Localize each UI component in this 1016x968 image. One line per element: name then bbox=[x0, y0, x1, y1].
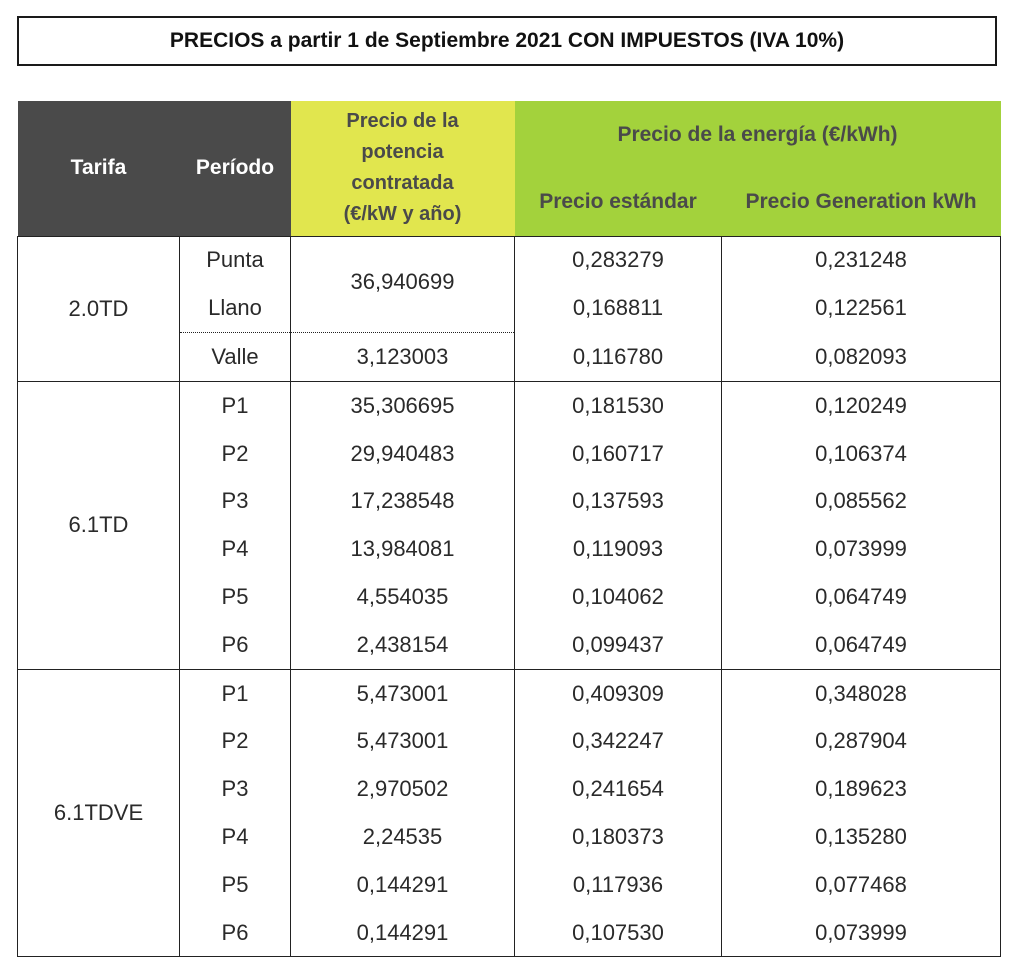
periodo-cell: P5 bbox=[180, 573, 291, 621]
header-potencia bbox=[291, 101, 515, 236]
periodo-cell: P3 bbox=[180, 765, 291, 813]
potencia-cell: 4,554035 bbox=[291, 573, 515, 621]
table-row bbox=[18, 381, 1001, 429]
header-tarifa: Tarifa bbox=[18, 101, 180, 236]
header-energia: Precio de la energía (€/kWh) bbox=[515, 101, 1001, 169]
header-potencia-line-2: potencia bbox=[361, 141, 444, 164]
precio-generation-cell: 0,082093 bbox=[722, 333, 1001, 382]
precio-generation-cell: 0,077468 bbox=[722, 861, 1001, 909]
potencia-cell: 35,306695 bbox=[291, 381, 515, 429]
precio-estandar-cell: 0,116780 bbox=[515, 333, 722, 382]
precio-estandar-cell: 0,409309 bbox=[515, 669, 722, 717]
precio-estandar-cell: 0,181530 bbox=[515, 381, 722, 429]
potencia-cell: 2,24535 bbox=[291, 813, 515, 861]
precio-estandar-cell: 0,283279 bbox=[515, 236, 722, 284]
precio-generation-cell: 0,073999 bbox=[722, 525, 1001, 573]
header-precio-generation: Precio Generation kWh bbox=[722, 169, 1001, 236]
potencia-cell: 3,123003 bbox=[291, 333, 515, 382]
precio-generation-cell: 0,135280 bbox=[722, 813, 1001, 861]
price-table-container bbox=[17, 101, 1000, 956]
periodo-cell: Punta bbox=[180, 236, 291, 284]
periodo-cell: P1 bbox=[180, 669, 291, 717]
precio-estandar-cell: 0,180373 bbox=[515, 813, 722, 861]
price-table-body bbox=[18, 236, 1001, 957]
table-row bbox=[18, 236, 1001, 284]
header-potencia-line-3: contratada bbox=[351, 172, 454, 195]
periodo-cell: Valle bbox=[180, 333, 291, 382]
header-potencia-line-4: (€/kW y año) bbox=[343, 203, 462, 226]
potencia-cell: 2,438154 bbox=[291, 621, 515, 669]
periodo-cell: P6 bbox=[180, 621, 291, 669]
precio-generation-cell: 0,189623 bbox=[722, 765, 1001, 813]
periodo-cell: P5 bbox=[180, 861, 291, 909]
potencia-cell: 5,473001 bbox=[291, 669, 515, 717]
precio-estandar-cell: 0,168811 bbox=[515, 284, 722, 332]
potencia-cell: 29,940483 bbox=[291, 430, 515, 478]
tarifa-cell: 6.1TD bbox=[18, 381, 180, 669]
precio-generation-cell: 0,064749 bbox=[722, 573, 1001, 621]
price-table bbox=[17, 101, 1001, 957]
potencia-cell: 17,238548 bbox=[291, 477, 515, 525]
potencia-cell: 0,144291 bbox=[291, 909, 515, 957]
header-periodo: Período bbox=[180, 101, 291, 236]
precio-estandar-cell: 0,107530 bbox=[515, 909, 722, 957]
precio-generation-cell: 0,120249 bbox=[722, 381, 1001, 429]
precio-generation-cell: 0,348028 bbox=[722, 669, 1001, 717]
precio-generation-cell: 0,106374 bbox=[722, 430, 1001, 478]
potencia-cell: 2,970502 bbox=[291, 765, 515, 813]
precio-estandar-cell: 0,160717 bbox=[515, 430, 722, 478]
potencia-cell: 36,940699 bbox=[291, 236, 515, 333]
precio-generation-cell: 0,073999 bbox=[722, 909, 1001, 957]
precio-estandar-cell: 0,117936 bbox=[515, 861, 722, 909]
precio-estandar-cell: 0,119093 bbox=[515, 525, 722, 573]
page-title: PRECIOS a partir 1 de Septiembre 2021 CON IMPUESTOS (IVA 10%) bbox=[17, 16, 997, 66]
precio-estandar-cell: 0,241654 bbox=[515, 765, 722, 813]
potencia-cell: 0,144291 bbox=[291, 861, 515, 909]
precio-estandar-cell: 0,104062 bbox=[515, 573, 722, 621]
precio-estandar-cell: 0,099437 bbox=[515, 621, 722, 669]
potencia-cell: 5,473001 bbox=[291, 717, 515, 765]
periodo-cell: P3 bbox=[180, 477, 291, 525]
precio-generation-cell: 0,122561 bbox=[722, 284, 1001, 332]
precio-generation-cell: 0,085562 bbox=[722, 477, 1001, 525]
precio-generation-cell: 0,064749 bbox=[722, 621, 1001, 669]
periodo-cell: P1 bbox=[180, 381, 291, 429]
periodo-cell: Llano bbox=[180, 284, 291, 332]
potencia-cell: 13,984081 bbox=[291, 525, 515, 573]
periodo-cell: P4 bbox=[180, 525, 291, 573]
header-precio-estandar: Precio estándar bbox=[515, 169, 722, 236]
precio-generation-cell: 0,287904 bbox=[722, 717, 1001, 765]
periodo-cell: P2 bbox=[180, 430, 291, 478]
periodo-cell: P6 bbox=[180, 909, 291, 957]
header-potencia-line-1: Precio de la bbox=[346, 110, 459, 133]
table-row bbox=[18, 669, 1001, 717]
precio-generation-cell: 0,231248 bbox=[722, 236, 1001, 284]
precio-estandar-cell: 0,137593 bbox=[515, 477, 722, 525]
precio-estandar-cell: 0,342247 bbox=[515, 717, 722, 765]
tarifa-cell: 6.1TDVE bbox=[18, 669, 180, 957]
periodo-cell: P2 bbox=[180, 717, 291, 765]
tarifa-cell: 2.0TD bbox=[18, 236, 180, 381]
periodo-cell: P4 bbox=[180, 813, 291, 861]
